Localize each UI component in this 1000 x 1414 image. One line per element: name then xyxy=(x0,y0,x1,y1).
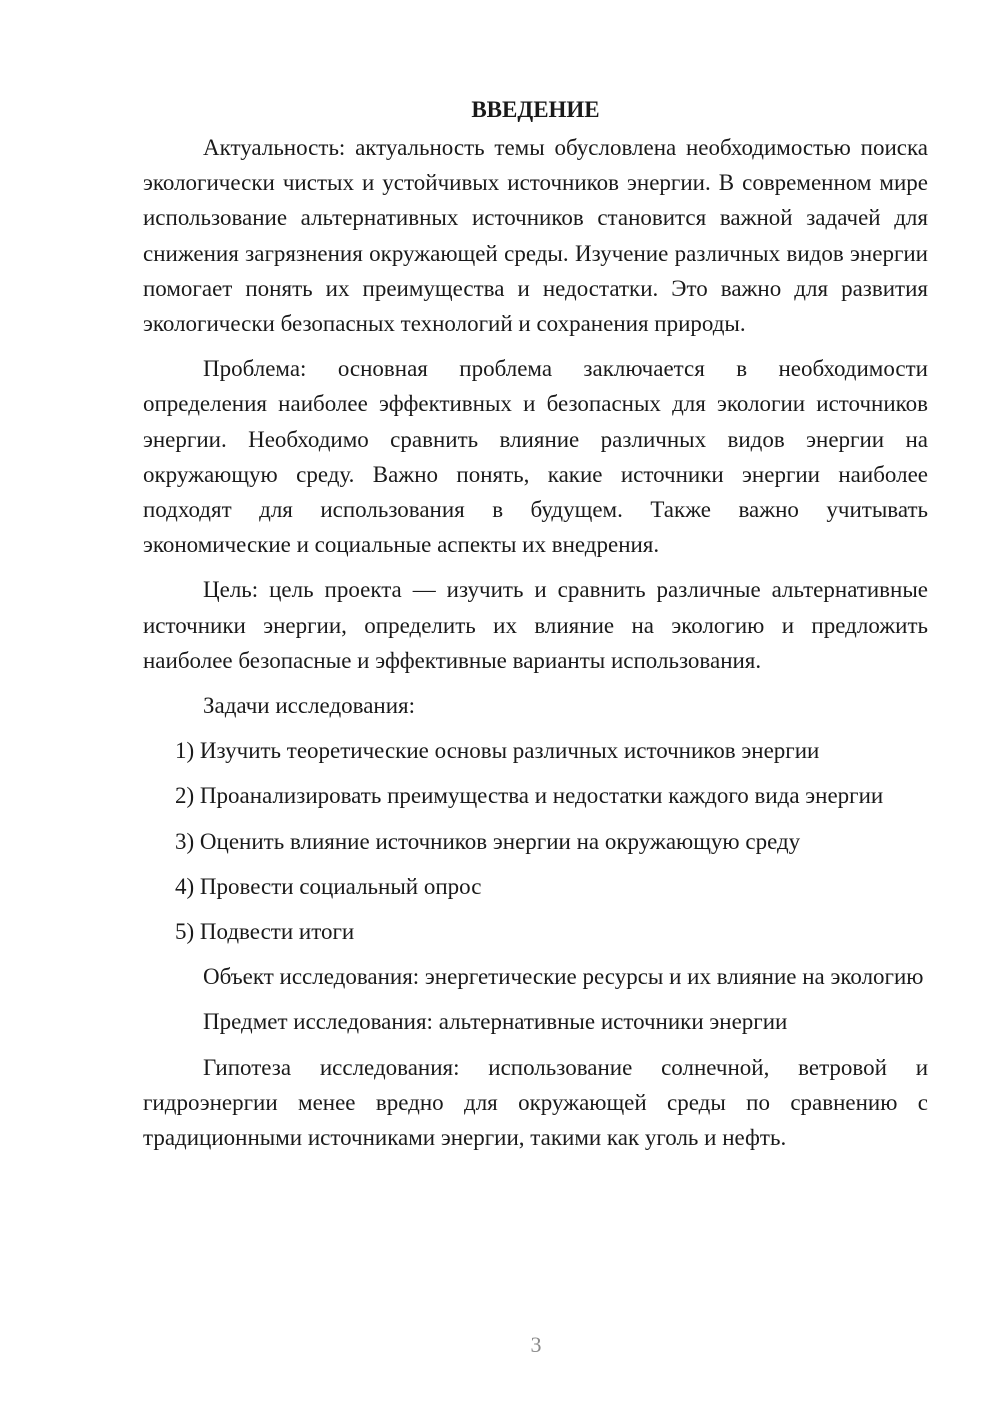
object-paragraph: Объект исследования: энергетические ресурсы и их влияние на экологию xyxy=(203,964,924,990)
relevance-paragraph: Актуальность: актуальность темы обусловлена необходимостью поиска экологически чистых и устойчивых источников энергии. В современном мире использование альтернативных источников становится важной задачей для снижения загрязнения окружающей среды. Изучение различных видов энергии помогает понять их преимущества и недостатки. Это важно для развития экологически безопасных технологий и сохранения природы. xyxy=(143,135,928,337)
page-title: ВВЕДЕНИЕ xyxy=(471,97,600,122)
task-item-1: 1) Изучить теоретические основы различных источников энергии xyxy=(175,738,820,764)
hypothesis-paragraph: Гипотеза исследования: использование солнечной, ветровой и гидроэнергии менее вредно для окружающей среды по сравнению с традиционными источниками энергии, такими как уголь и нефть. xyxy=(143,1054,928,1151)
task-item-3: 3) Оценить влияние источников энергии на окружающую среду xyxy=(175,828,801,854)
task-item-5: 5) Подвести итоги xyxy=(175,919,355,945)
subject-paragraph: Предмет исследования: альтернативные источники энергии xyxy=(203,1009,788,1035)
document-page xyxy=(143,92,928,1165)
task-item-4: 4) Провести социальный опрос xyxy=(175,873,482,899)
page-number: 3 xyxy=(530,1332,542,1357)
problem-paragraph: Проблема: основная проблема заключается в необходимости определения наиболее эффективных и безопасных для экологии источников энергии. Необходимо сравнить влияние различных видов энергии на окружающую среду. Важно понять, какие источники энергии наиболее подходят для использования в будущем. Также важно учитывать экономические и социальные аспекты их внедрения. xyxy=(143,356,928,558)
task-item-2: 2) Проанализировать преимущества и недостатки каждого вида энергии xyxy=(175,783,884,809)
tasks-heading: Задачи исследования: xyxy=(203,693,416,719)
goal-paragraph: Цель: цель проекта — изучить и сравнить различные альтернативные источники энергии, определить их влияние на экологию и предложить наиболее безопасные и эффективные варианты использования. xyxy=(143,577,928,673)
